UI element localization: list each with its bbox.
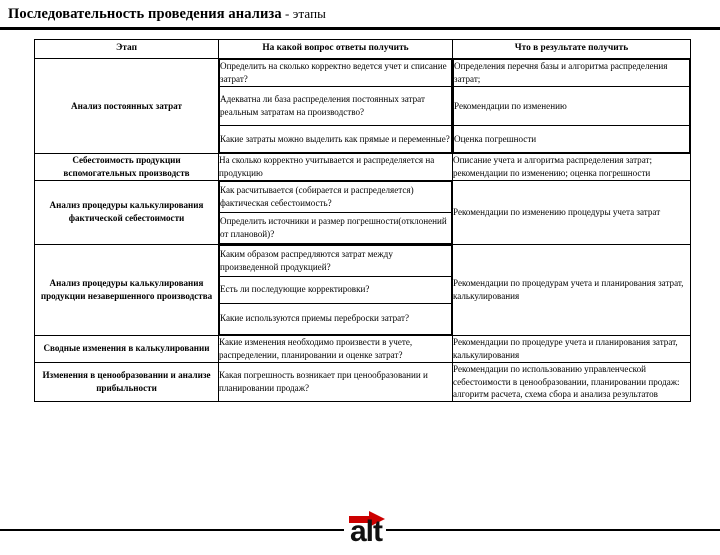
result-cell: Описание учета и алгоритма распределения затрат; рекомендации по изменению; оценка погрешности xyxy=(453,154,691,181)
page-title-tail: - этапы xyxy=(281,6,327,21)
list-item: Каким образом распредляются затрат между произведенной продукцией? xyxy=(220,245,452,276)
question-cell: Какие изменения необходимо произвести в учете, распределении, планировании и оценке затрат? xyxy=(219,335,453,362)
table-header-row xyxy=(35,40,691,59)
list-item: Как расчитывается (собирается и распределяется) фактическая себестоимость? xyxy=(220,181,452,212)
column-header-stage: Этап xyxy=(35,40,219,59)
table-row xyxy=(35,59,691,154)
result-cell xyxy=(453,59,691,154)
result-cell: Рекомендации по изменению процедуры учета затрат xyxy=(453,180,691,244)
list-item: Рекомендации по изменению xyxy=(454,87,690,126)
footer-divider-left xyxy=(0,529,344,531)
question-cell: Какая погрешность возникает при ценообразовании и планировании продаж? xyxy=(219,362,453,402)
list-item: Определить источники и размер погрешности(отклонений от плановой)? xyxy=(220,212,452,243)
stage-label: Анализ постоянных затрат xyxy=(35,59,219,154)
list-item: Какие затраты можно выделить как прямые и переменные? xyxy=(220,126,452,153)
stage-label: Изменения в ценообразовании и анализе прибыльности xyxy=(35,362,219,402)
table-row xyxy=(35,362,691,402)
alt-logo xyxy=(340,503,392,548)
logo-wordmark: alt xyxy=(349,515,382,548)
footer-divider-right xyxy=(386,529,720,531)
list-item: Какие используются приемы переброски затрат? xyxy=(220,303,452,334)
title-divider xyxy=(0,27,720,30)
list-item: Определения перечня базы и алгоритма распределения затрат; xyxy=(454,60,690,87)
question-cell xyxy=(219,244,453,335)
question-cell xyxy=(219,59,453,154)
stage-label: Сводные изменения в калькулировании xyxy=(35,335,219,362)
question-list xyxy=(219,181,452,244)
list-item: Адекватна ли база распределения постоянных затрат реальным затратам на производство? xyxy=(220,87,452,126)
question-list xyxy=(219,59,452,153)
table-row xyxy=(35,154,691,181)
analysis-stages-table xyxy=(34,39,691,402)
table-row xyxy=(35,244,691,335)
list-item: Есть ли последующие корректировки? xyxy=(220,276,452,303)
question-cell xyxy=(219,180,453,244)
question-cell: На сколько корректно учитывается и распределяется на продукцию xyxy=(219,154,453,181)
result-cell: Рекомендации по процедурам учета и планирования затрат, калькулирования xyxy=(453,244,691,335)
stage-label: Себестоимость продукции вспомогательных производств xyxy=(35,154,219,181)
table-row xyxy=(35,180,691,244)
page-title-main: Последовательность проведения анализа xyxy=(8,6,282,22)
stage-label: Анализ процедуры калькулирования продукции незавершенного производства xyxy=(35,244,219,335)
question-list xyxy=(219,245,452,335)
column-header-result: Что в результате получить xyxy=(453,40,691,59)
column-header-question: На какой вопрос ответы получить xyxy=(219,40,453,59)
page-title xyxy=(8,6,326,23)
result-list xyxy=(453,59,690,153)
list-item: Определить на сколько корректно ведется учет и списание затрат? xyxy=(220,60,452,87)
result-cell: Рекомендации по использованию управленческой себестоимости в ценообразовании, планировании продаж: алгоритм расчета, схема сбора и анализа результатов xyxy=(453,362,691,402)
table-row xyxy=(35,335,691,362)
list-item: Оценка погрешности xyxy=(454,126,690,153)
stage-label: Анализ процедуры калькулирования фактической себестоимости xyxy=(35,180,219,244)
result-cell: Рекомендации по процедуре учета и планирования затрат, калькулирования xyxy=(453,335,691,362)
